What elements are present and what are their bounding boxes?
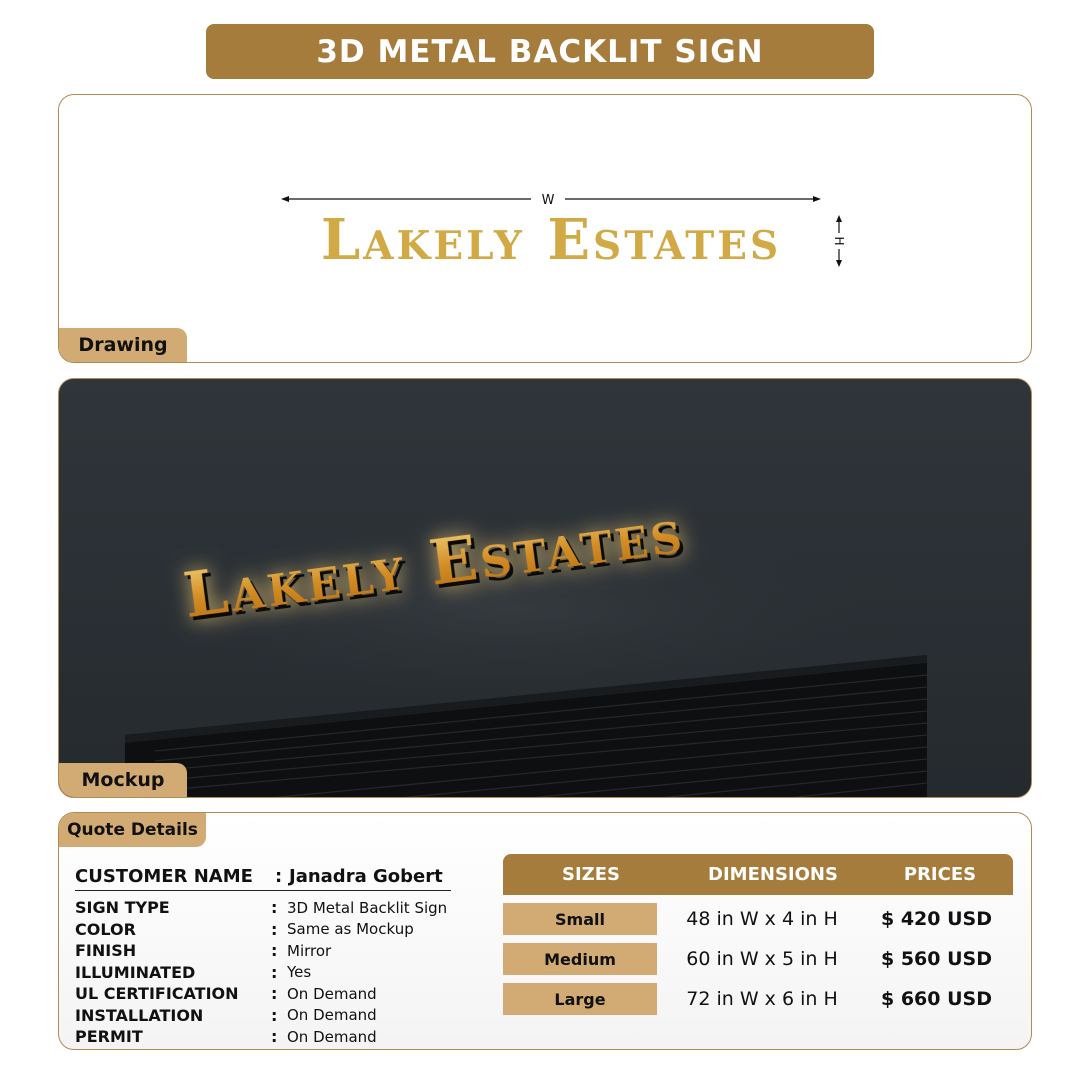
colon: : <box>271 919 278 939</box>
size-cell: Large <box>503 983 657 1015</box>
header-prices: PRICES <box>903 864 977 885</box>
spec-key: PERMIT <box>75 1027 143 1047</box>
width-marker: W <box>541 193 555 205</box>
spec-value: On Demand <box>287 984 377 1003</box>
spec-value: 3D Metal Backlit Sign <box>287 898 448 917</box>
spec-value: Same as Mockup <box>287 920 414 939</box>
spec-key: ILLUMINATED <box>75 962 196 982</box>
spec-row-sign-type <box>75 897 475 919</box>
mockup-panel <box>58 378 1032 798</box>
customer-name-key: CUSTOMER NAME <box>75 866 253 887</box>
sign-drawing-text: Lakely Estates <box>320 207 782 273</box>
spec-key: SIGN TYPE <box>75 898 170 918</box>
spec-key: UL CERTIFICATION <box>75 984 239 1004</box>
drawing-panel <box>58 94 1032 363</box>
customer-name-row <box>75 863 451 891</box>
header-dimensions: DIMENSIONS <box>708 864 838 885</box>
colon: : <box>271 984 278 1004</box>
price-table <box>503 854 1013 1015</box>
spec-value: On Demand <box>287 1027 377 1046</box>
height-dimension-arrow <box>831 215 851 267</box>
price-table-header <box>503 854 1013 895</box>
spec-key: FINISH <box>75 941 137 961</box>
table-row <box>503 943 1013 975</box>
spec-row-permit <box>75 1026 475 1048</box>
spec-key: COLOR <box>75 919 136 939</box>
colon: : <box>271 941 278 961</box>
illuminated-sign-mockup: Lakely Estates <box>179 493 689 632</box>
colon: : <box>271 962 278 982</box>
colon: : <box>271 898 278 918</box>
spec-list <box>75 897 475 1048</box>
dimensions-cell: 48 in W x 4 in H <box>686 908 838 930</box>
dimensions-cell: 60 in W x 5 in H <box>686 948 838 970</box>
drawing-label: Drawing <box>59 328 187 362</box>
colon: : <box>271 1027 278 1047</box>
colon: : <box>271 1005 278 1025</box>
price-cell: $ 560 USD <box>881 948 992 970</box>
spec-row-finish <box>75 940 475 962</box>
size-cell: Medium <box>503 943 657 975</box>
height-marker: H <box>832 236 846 246</box>
spec-row-ul-certification <box>75 983 475 1005</box>
table-row <box>503 983 1013 1015</box>
spec-row-installation <box>75 1005 475 1027</box>
customer-name-value: Janadra Gobert <box>289 866 443 887</box>
spec-key: INSTALLATION <box>75 1005 204 1025</box>
mockup-label: Mockup <box>59 763 187 797</box>
page-title: 3D METAL BACKLIT SIGN <box>206 24 874 79</box>
quote-details-panel <box>58 812 1032 1050</box>
price-cell: $ 420 USD <box>881 908 992 930</box>
quote-details-label: Quote Details <box>59 813 206 847</box>
header-sizes: SIZES <box>562 864 620 885</box>
size-cell: Small <box>503 903 657 935</box>
dimensions-cell: 72 in W x 6 in H <box>686 988 838 1010</box>
spec-value: Yes <box>287 963 312 982</box>
spec-value: On Demand <box>287 1006 377 1025</box>
spec-value: Mirror <box>287 941 332 960</box>
spec-row-color <box>75 919 475 941</box>
spec-row-illuminated <box>75 962 475 984</box>
colon: : <box>275 866 283 887</box>
width-dimension-arrow <box>281 191 821 205</box>
price-cell: $ 660 USD <box>881 988 992 1010</box>
table-row <box>503 903 1013 935</box>
